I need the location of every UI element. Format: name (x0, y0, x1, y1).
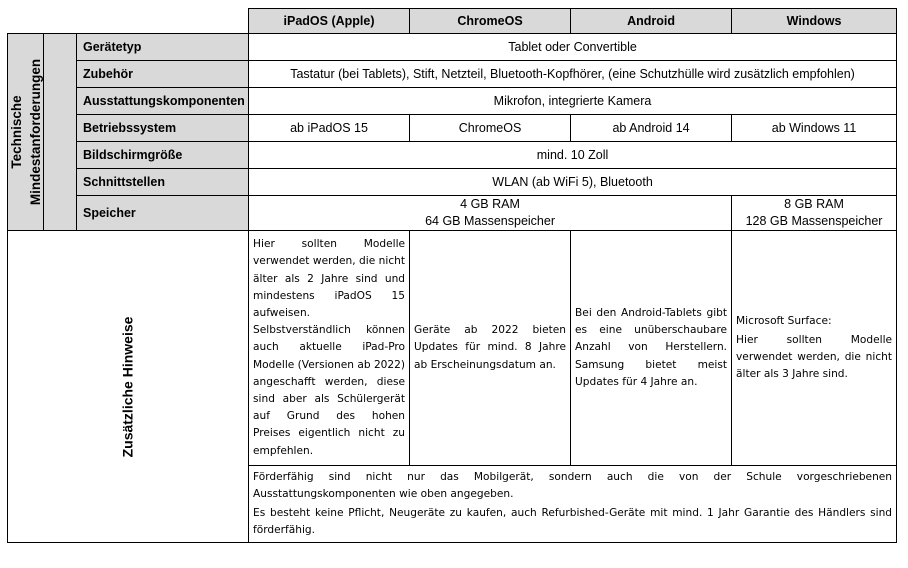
note-android: Bei den Android-Tablets gibt es eine unüberschaubare Anzahl von Herstellern. Samsung bietet meist Updates für 4 Jahre an. (571, 231, 732, 466)
header-row (8, 9, 897, 34)
note-windows-text: Hier sollten Modelle verwendet werden, die nicht älter als 3 Jahre sind. (736, 333, 893, 381)
footer-funding-note: Förderfähig sind nicht nur das Mobilgerät, sondern auch die von der Schule vorgeschriebenen Ausstattungskomponenten wie oben angegeben. (253, 471, 893, 500)
section-spacer (44, 34, 77, 231)
header-empty-cell (8, 9, 249, 34)
footer-refurbished-note: Es besteht keine Pflicht, Neugeräte zu kaufen, auch Refurbished-Geräte mit mind. 1 Jahr Garantie des Händlers sind förderfähig. (253, 507, 893, 536)
value-betriebssystem-ipados: ab iPadOS 15 (249, 115, 410, 142)
value-speicher-windows-storage: 128 GB Massenspeicher (745, 214, 883, 228)
requirements-table (7, 8, 897, 543)
value-speicher-windows-ram: 8 GB RAM (784, 197, 844, 211)
note-windows (732, 231, 897, 466)
column-header-windows: Windows (732, 9, 897, 34)
note-ipados (249, 231, 410, 466)
table-row-zubehoer (8, 61, 897, 88)
table-row-speicher (8, 196, 897, 231)
value-bildschirm: mind. 10 Zoll (249, 142, 897, 169)
table-row-schnittstellen (8, 169, 897, 196)
note-ipados-p2: Selbstverständlich können auch aktuelle iPad-Pro Modelle (Versionen ab 2022) angeschafft werden, diese sind aber als Schülergerät auf Grund des hohen Preises eigentlich nicht zu empfehlen. (253, 324, 406, 457)
value-betriebssystem-android: ab Android 14 (571, 115, 732, 142)
value-speicher-shared (249, 196, 732, 231)
section-title-technical (8, 34, 44, 231)
note-ipados-p1: Hier sollten Modelle verwendet werden, die nicht älter als 2 Jahre sind und mindestens iPadOS 15 aufweisen. (253, 238, 406, 319)
value-geraetetyp: Tablet oder Convertible (249, 34, 897, 61)
section-title-notes: Zusätzliche Hinweise (119, 316, 136, 457)
row-label-zubehoer: Zubehör (77, 61, 249, 88)
note-windows-title: Microsoft Surface: (736, 314, 832, 327)
table-row-bildschirm (8, 142, 897, 169)
row-label-bildschirm: Bildschirmgröße (77, 142, 249, 169)
section-title-technical-line1: Technische (8, 95, 24, 169)
table-row-notes (8, 231, 897, 466)
row-label-schnittstellen: Schnittstellen (77, 169, 249, 196)
value-betriebssystem-chromeos: ChromeOS (410, 115, 571, 142)
section-title-notes-cell (8, 231, 249, 543)
row-label-betriebssystem: Betriebssystem (77, 115, 249, 142)
section-title-technical-line2: Mindestanforderungen (27, 58, 43, 206)
value-ausstattung: Mikrofon, integrierte Kamera (249, 88, 897, 115)
table-row-ausstattung (8, 88, 897, 115)
note-chromeos: Geräte ab 2022 bieten Updates für mind. 8 Jahre ab Erscheinungsdatum an. (410, 231, 571, 466)
notes-footer (249, 466, 897, 543)
column-header-android: Android (571, 9, 732, 34)
value-speicher-shared-storage: 64 GB Massenspeicher (425, 214, 555, 228)
value-speicher-windows (732, 196, 897, 231)
column-header-ipados: iPadOS (Apple) (249, 9, 410, 34)
value-schnittstellen: WLAN (ab WiFi 5), Bluetooth (249, 169, 897, 196)
column-header-chromeos: ChromeOS (410, 9, 571, 34)
table-row-geraetetyp (8, 34, 897, 61)
row-label-speicher: Speicher (77, 196, 249, 231)
row-label-ausstattung: Ausstattungskomponenten (77, 88, 249, 115)
row-label-geraetetyp: Gerätetyp (77, 34, 249, 61)
table-row-betriebssystem (8, 115, 897, 142)
value-speicher-shared-ram: 4 GB RAM (460, 197, 520, 211)
value-betriebssystem-windows: ab Windows 11 (732, 115, 897, 142)
value-zubehoer: Tastatur (bei Tablets), Stift, Netzteil, Bluetooth-Kopfhörer, (eine Schutzhülle wird zusätzlich empfohlen) (249, 61, 897, 88)
